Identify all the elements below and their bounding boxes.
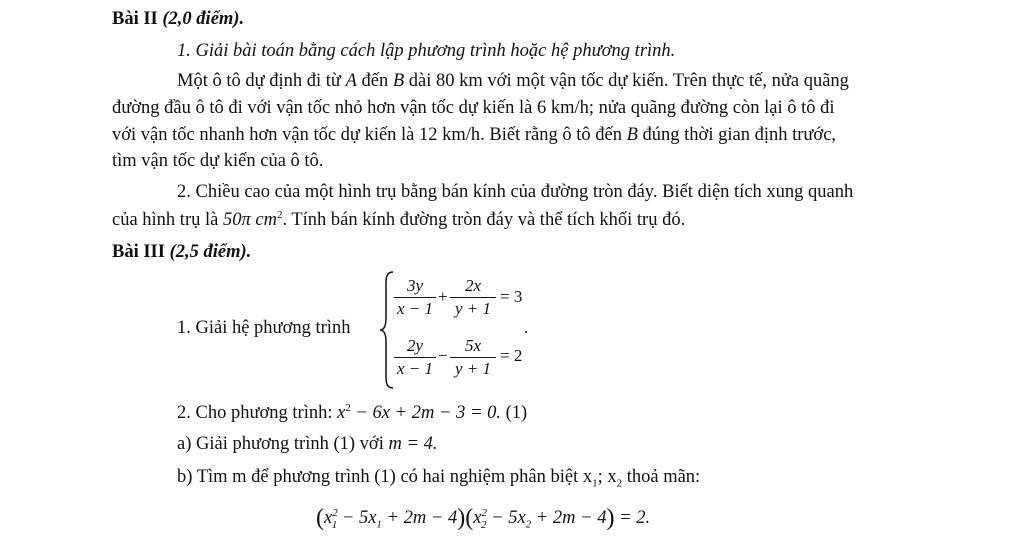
cond-x1-sub: 1: [331, 518, 338, 531]
q2-l2-a: của hình trụ là: [112, 210, 223, 230]
eq2-den-1: x − 1: [396, 359, 434, 378]
q1-l3-b: đúng thời gian định trước,: [637, 125, 837, 145]
cond-term-6: + 2m − 4: [531, 508, 607, 528]
p2-eq-rest: − 6x + 2m − 3 = 0.: [350, 403, 501, 423]
cond-x2-sub: 2: [480, 518, 487, 531]
cond-x2-exp: 2: [481, 506, 487, 519]
q1-l1-a: Một ô tô dự định đi từ: [177, 71, 346, 91]
eq1-rhs: = 3: [500, 287, 523, 306]
eq2-den-2: y + 1: [454, 359, 492, 378]
eq1-operator: +: [438, 287, 448, 306]
eq1-den-2: y + 1: [454, 299, 492, 318]
p2a-math: m = 4.: [388, 434, 438, 454]
cond-x2: x: [473, 508, 482, 528]
q1-l1-b: đến: [356, 71, 393, 91]
p2b-mid: ; x: [597, 467, 617, 487]
frac-bar: [394, 297, 436, 298]
cond-x1: x: [324, 508, 333, 528]
frac-bar: [450, 357, 496, 358]
bai2-heading-bold: Bài II: [112, 9, 158, 29]
eq2-rhs: = 2: [500, 346, 523, 365]
q2-line-2: [112, 209, 685, 231]
eq1-num-2: 2x: [464, 276, 482, 295]
cond-term-2: − 5x: [337, 508, 377, 528]
cond-term-5: − 5x: [486, 508, 526, 528]
bai2-heading-points: (2,0 điểm).: [157, 9, 245, 29]
eq2-operator: −: [438, 346, 448, 365]
q1-line-4: tìm vận tốc dự kiến của ô tô.: [112, 151, 324, 171]
cond-rhs: = 2.: [614, 508, 651, 528]
p2b-sub-1: 1: [592, 477, 598, 490]
p2a-line: [177, 433, 437, 455]
q1-l1-c: dài 80 km với một vận tốc dự kiến. Trên thực tế, nửa quãng: [404, 71, 849, 91]
q1-line-1: [177, 70, 849, 92]
p2a-text: a) Giải phương trình (1) với: [177, 434, 389, 454]
open-paren: (: [465, 505, 474, 531]
p2-label: 2. Cho phương trình:: [177, 403, 338, 423]
q1-line-2: đường đầu ô tô đi với vận tốc nhỏ hơn vận tốc dự kiến là 6 km/h; nửa quãng đường còn lại ô tô đi: [112, 98, 835, 118]
q2-l2-b: . Tính bán kính đường tròn đáy và thể tích khối trụ đó.: [282, 210, 686, 230]
p2b-text: b) Tìm m để phương trình (1) có hai nghiệm phân biệt x: [177, 467, 593, 487]
frac-bar: [394, 357, 436, 358]
q1-l3-a: với vận tốc nhanh hơn vận tốc dự kiến là 12 km/h. Biết rằng ô tô đến: [112, 125, 627, 145]
eq2-num-1: 2y: [406, 336, 424, 355]
p2b-condition: [316, 507, 650, 529]
eq2-frac-2: [450, 336, 496, 379]
p2-eq-number: (1): [500, 403, 528, 423]
bai3-heading: [112, 241, 251, 263]
frac-bar: [450, 297, 496, 298]
p2b-sub-2: 2: [616, 477, 623, 490]
p2-eq-x: x: [337, 403, 346, 423]
eq2-frac-1: [394, 336, 436, 379]
q1-l1-B: B: [392, 71, 405, 91]
q1-l1-A: A: [345, 71, 357, 91]
q1-l3-B: B: [626, 125, 638, 145]
p2b-end: thoả mãn:: [622, 467, 701, 487]
q1-line-3: [112, 124, 836, 146]
eq1-frac-2: [450, 276, 496, 319]
cond-term-5-sub: 2: [525, 518, 532, 531]
p1-label: 1. Giải hệ phương trình: [177, 318, 351, 338]
open-paren: (: [316, 505, 324, 531]
q1-title: 1. Giải bài toán bằng cách lập phương trình hoặc hệ phương trình.: [177, 41, 676, 61]
q2-l2-exp: 2: [276, 208, 283, 221]
cond-x1-exp: 2: [332, 506, 338, 519]
bai3-heading-bold: Bài III: [112, 242, 165, 262]
bai3-heading-points: (2,5 điểm).: [164, 242, 252, 262]
eq2-num-2: 5x: [464, 336, 482, 355]
q2-l2-math: 50π cm: [222, 210, 277, 230]
eq1-den-1: x − 1: [396, 299, 434, 318]
cond-term-2-sub: 1: [376, 518, 382, 531]
p2-line: [177, 402, 527, 424]
close-paren: ): [606, 505, 615, 531]
system-period: .: [524, 318, 529, 337]
p2-eq-exp: 2: [345, 401, 351, 414]
eq1-frac-1: [394, 276, 436, 319]
p2b-line: [177, 466, 700, 488]
q2-line-1: 2. Chiều cao của một hình trụ bằng bán kính của đường tròn đáy. Biết diện tích xung quanh: [177, 182, 854, 202]
cond-term-3: + 2m − 4: [381, 508, 458, 528]
close-paren: ): [457, 505, 466, 531]
eq1-num-1: 3y: [406, 276, 424, 295]
bai2-heading: [112, 8, 244, 30]
